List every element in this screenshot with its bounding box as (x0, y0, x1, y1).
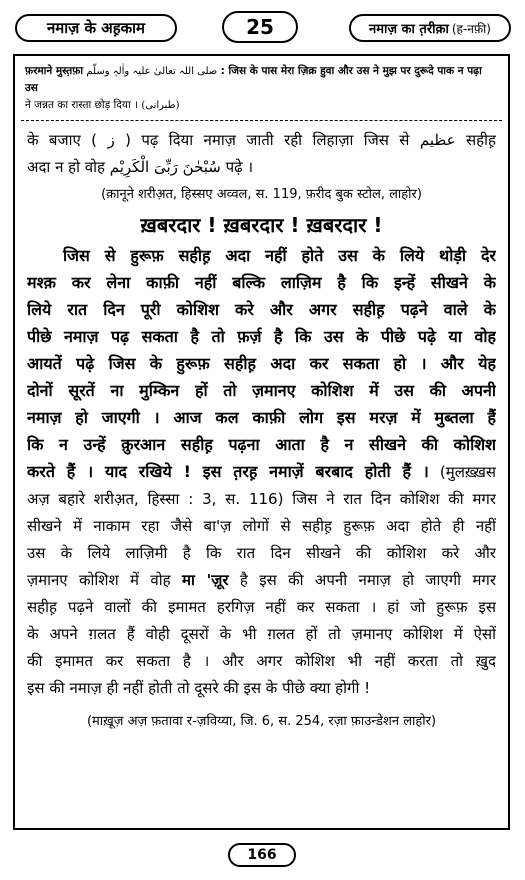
page-number-top: 25 (222, 11, 298, 43)
body-line: इस की नमाज़ ही नहीं होती तो दूसरे की इस के पीछे क्या होगी ! (27, 679, 371, 697)
text-fragment: के बजाए ( (27, 131, 98, 149)
body-line: सीखने में नाकाम रहा जैसे बा'ज़ लोगों से सहीह़ हुरूफ़ अदा होते ही नहीं (27, 517, 496, 535)
text-fragment: अदा न हो वोह (27, 158, 105, 176)
text-fragment: (मुलख़्ख़स (439, 463, 496, 481)
text-fragment: है इस की अपनी नमाज़ हो जाएगी मगर (239, 571, 496, 589)
mazur-line (27, 567, 496, 594)
body-line: उस के लिये लाज़िमी है कि रात दिन सीखने की कोशिश करे और (27, 544, 496, 562)
warning-heading: ख़बरदार ! ख़बरदार ! ख़बरदार ! (140, 213, 383, 237)
text-fragment: पढ़े । (225, 158, 254, 176)
text-fragment: करते हैं । याद रखिये ! इस त़रह़ नमाज़ें बरबाद होती हैं । (27, 462, 429, 481)
notice-line2: ने जन्नत का रास्ता छोड़ दिया । (25, 99, 138, 111)
notice-label: फ़रमाने मुस्त़फ़ा (25, 65, 84, 77)
body-line: की इमामत कर सकता है । और अगर कोशिश भी नहीं करता तो ख़ुद (27, 652, 496, 670)
para1-line1 (27, 127, 496, 154)
body-line: सहीह़ पढ़ने वालों की इमामत हरगिज़ नहीं कर सकता । हां जो हुरूफ़ इस (27, 598, 496, 616)
text-fragment: ) पढ़ दिया नमाज़ जाती रही लिहाज़ा जिस से (125, 131, 410, 149)
page-frame (13, 54, 510, 830)
chapter-title: नमाज़ का त़रीक़ा (369, 22, 449, 37)
chapter-subtitle: (ह-नफ़ी) (451, 21, 491, 36)
body-line: के अपने ग़लत हैं वोही दूसरों के भी ग़लत हों तो ज़मानए कोशिश में ऐसों (27, 625, 496, 643)
normal-paragraph (27, 486, 496, 702)
bold-line: दोनों सूरतें ना मुम्किन हों तो ज़मानए कोशिश में उस की अपनी (27, 381, 496, 400)
text-fragment: ज़मानए कोशिश में वोह (27, 571, 171, 589)
mixed-line (27, 458, 496, 486)
bold-line: आयतें पढ़े जिस के हुरूफ़ सहीह़ अदा कर सकता हो । और येह (27, 354, 496, 373)
bold-line: लिये रात दिन पूरी कोशिश करे और अगर सहीह़ पढ़ने वाले के (27, 300, 496, 319)
page-header (0, 10, 525, 46)
page-body (15, 121, 508, 735)
arabic-letter: ز (107, 131, 115, 149)
reference-1: (क़ानूने शरीअ़त, हिस्सए अव्वल, स. 119, फ़रीद बुक स्टोल, लाहोर) (101, 187, 422, 202)
page-number-bottom: 166 (228, 843, 296, 867)
bold-line: जिस से हुरूफ़ सहीह़ अदा नहीं होते उस के लिये थोड़ी देर (63, 246, 496, 265)
book-title-label: नमाज़ के अह़काम (15, 14, 177, 42)
hadith-notice (21, 60, 502, 121)
bold-paragraph (27, 242, 496, 486)
reference-2: (माख़ूज़ अज़ फ़तावा र-ज़विय्या, जि. 6, स. 254, रज़ा फ़ाउन्डेशन लाहोर) (86, 714, 437, 729)
text-fragment: सहीह़ (466, 131, 496, 149)
bold-line: नमाज़ हो जाएगी । आज कल काफ़ी लोग इस मरज़ में मुब्तला हैं (27, 408, 496, 427)
bold-line: मश्क़ कर लेना काफ़ी नहीं बल्कि लाज़िम है कि इन्हें सीखने के (27, 273, 496, 292)
notice-line1: : जिस के पास मेरा ज़िक्र हुवा और उस ने मुझ पर दुरूदे पाक न पढ़ा उस (25, 65, 482, 94)
arabic-phrase: سُبْحٰنَ رَبِّیَ الْکَرِیْم (109, 158, 221, 176)
bold-line: कि न उन्हें क़ुरआन सहीह़ पढ़ना आता है न सीखने की कोशिश (27, 435, 496, 454)
notice-source: (طبرانی) (141, 100, 180, 111)
bold-line: पीछे नमाज़ पढ़ सकता है तो फ़र्ज़ है कि उस के पीछे पढ़े या वोह (27, 327, 496, 346)
arabic-word: عظیم (419, 131, 456, 149)
para1-line2 (27, 154, 496, 181)
chapter-title-label (349, 14, 511, 42)
body-line: अज़ बहारे शरीअ़त, हिस्सा : 3, स. 116) जिस ने रात दिन कोशिश की मगर (27, 490, 496, 508)
text-fragment: मा 'ज़ूर (181, 571, 229, 589)
salutation-arabic: صلی اللہ تعالیٰ علیہ واٰلہٖ وسلّم (86, 66, 218, 77)
